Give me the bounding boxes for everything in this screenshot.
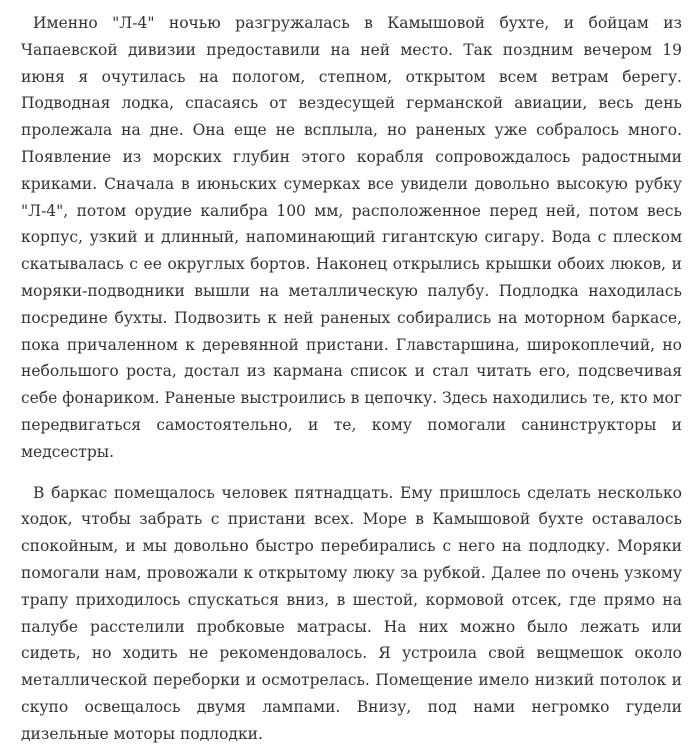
text-paragraph: В баркас помещалось человек пятнадцать. Ему пришлось сделать несколько ходок, чтобы забрать с пристани всех. Море в Камышовой бухте оставалось спокойным, и мы довольно быстро перебирались с него на подлодку. Моряки помогали нам, провожали к открытому люку за рубкой. Далее по очень узкому трапу приходилось спускаться вниз, в шестой, кормовой отсек, где прямо на палубе расстелили пробковые матрасы. На них можно было лежать или сидеть, но ходить не рекомендовалось. Я устроила свой вещмешок около металлической переборки и осмотрелась. Помещение имело низкий потолок и скупо освещалось двумя лампами. Внизу, под нами негромко гудели дизельные моторы подлодки. — [21, 483, 682, 743]
text-paragraph: Именно "Л-4" ночью разгружалась в Камышовой бухте, и бойцам из Чапаевской дивизии предоставили на ней место. Так поздним вечером 19 июня я очутилась на пологом, степном, открытом всем ветрам берегу. Подводная лодка, спасаясь от вездесущей германской авиации, весь день пролежала на дне. Она еще не всплыла, но раненых уже собралось много. Появление из морских глубин этого корабля сопровождалось радостными криками. Сначала в июньских сумерках все увидели довольно высокую рубку "Л-4", потом орудие калибра 100 мм, расположенное перед ней, потом весь корпус, узкий и длинный, напоминающий гигантскую сигару. Вода с плеском скатывалась с ее округлых бортов. Наконец открылись крышки обоих люков, и моряки-подводники вышли на металлическую палубу. Подлодка находилась посредине бухты. Подвозить к ней раненых собирались на моторном баркасе, пока причаленном к деревянной пристани. Главстаршина, широкоплечий, но небольшого роста, достал из кармана список и стал читать его, подсвечивая себе фонариком. Раненые выстроились в цепочку. Здесь находились те, кто мог передвигаться самостоятельно, и те, кому помогали санинструкторы и медсестры. — [21, 14, 682, 461]
